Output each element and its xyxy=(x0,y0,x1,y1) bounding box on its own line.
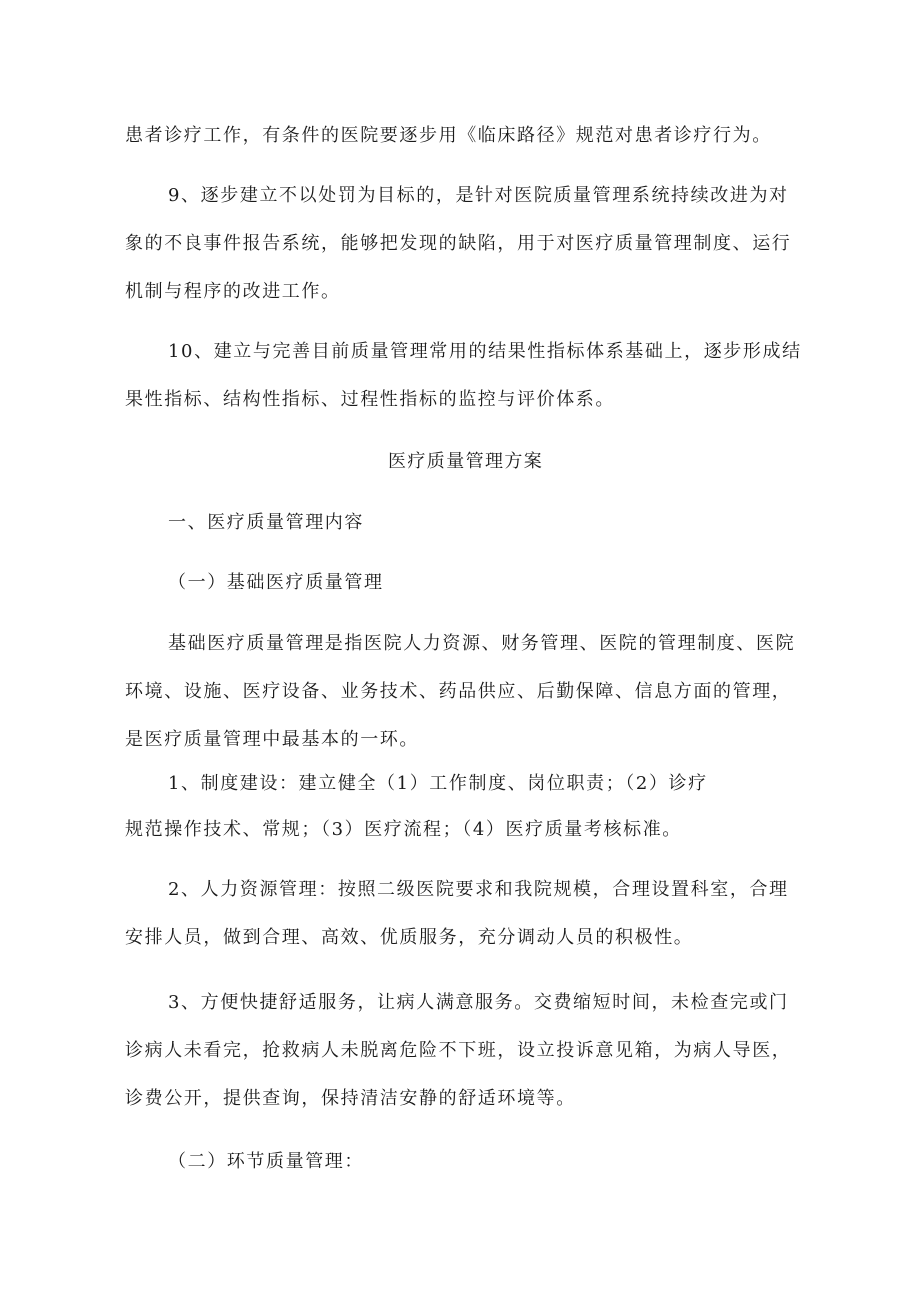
text-line: 患者诊疗工作，有条件的医院要逐步用《临床路径》规范对患者诊疗行为。 xyxy=(125,125,772,146)
text-line: 安排人员，做到合理、高效、优质服务，充分调动人员的积极性。 xyxy=(125,927,694,948)
text-line: 诊费公开，提供查询，保持清洁安静的舒适环境等。 xyxy=(125,1088,576,1109)
section-title: 医疗质量管理方案 xyxy=(388,451,544,472)
heading-level-2: （二）环节质量管理： xyxy=(168,1151,364,1172)
text-line: 基础医疗质量管理是指医院人力资源、财务管理、医院的管理制度、医院 xyxy=(168,633,796,654)
text-line: 9、逐步建立不以处罚为目标的，是针对医院质量管理系统持续改进为对 xyxy=(168,185,789,206)
text-line: 规范操作技术、常规；（3）医疗流程；（4）医疗质量考核标准。 xyxy=(125,819,682,840)
text-line: 是医疗质量管理中最基本的一环。 xyxy=(125,729,419,750)
text-line: 象的不良事件报告系统，能够把发现的缺陷，用于对医疗质量管理制度、运行 xyxy=(125,233,792,254)
text-line: 1、制度建设：建立健全（1）工作制度、岗位职责；（2）诊疗 xyxy=(168,773,708,794)
text-line: 诊病人未看完，抢救病人未脱离危险不下班，设立投诉意见箱，为病人导医， xyxy=(125,1040,792,1061)
text-line: 机制与程序的改进工作。 xyxy=(125,281,341,302)
heading-level-2: （一）基础医疗质量管理 xyxy=(168,572,384,593)
text-line: 10、建立与完善目前质量管理常用的结果性指标体系基础上，逐步形成结 xyxy=(168,341,802,362)
text-line: 3、方便快捷舒适服务，让病人满意服务。交费缩短时间，未检查完或门 xyxy=(168,992,789,1013)
heading-level-1: 一、医疗质量管理内容 xyxy=(168,512,364,533)
text-line: 果性指标、结构性指标、过程性指标的监控与评价体系。 xyxy=(125,389,615,410)
text-line: 环境、设施、医疗设备、业务技术、药品供应、后勤保障、信息方面的管理， xyxy=(125,681,792,702)
text-line: 2、人力资源管理：按照二级医院要求和我院规模，合理设置科室，合理 xyxy=(168,879,789,900)
